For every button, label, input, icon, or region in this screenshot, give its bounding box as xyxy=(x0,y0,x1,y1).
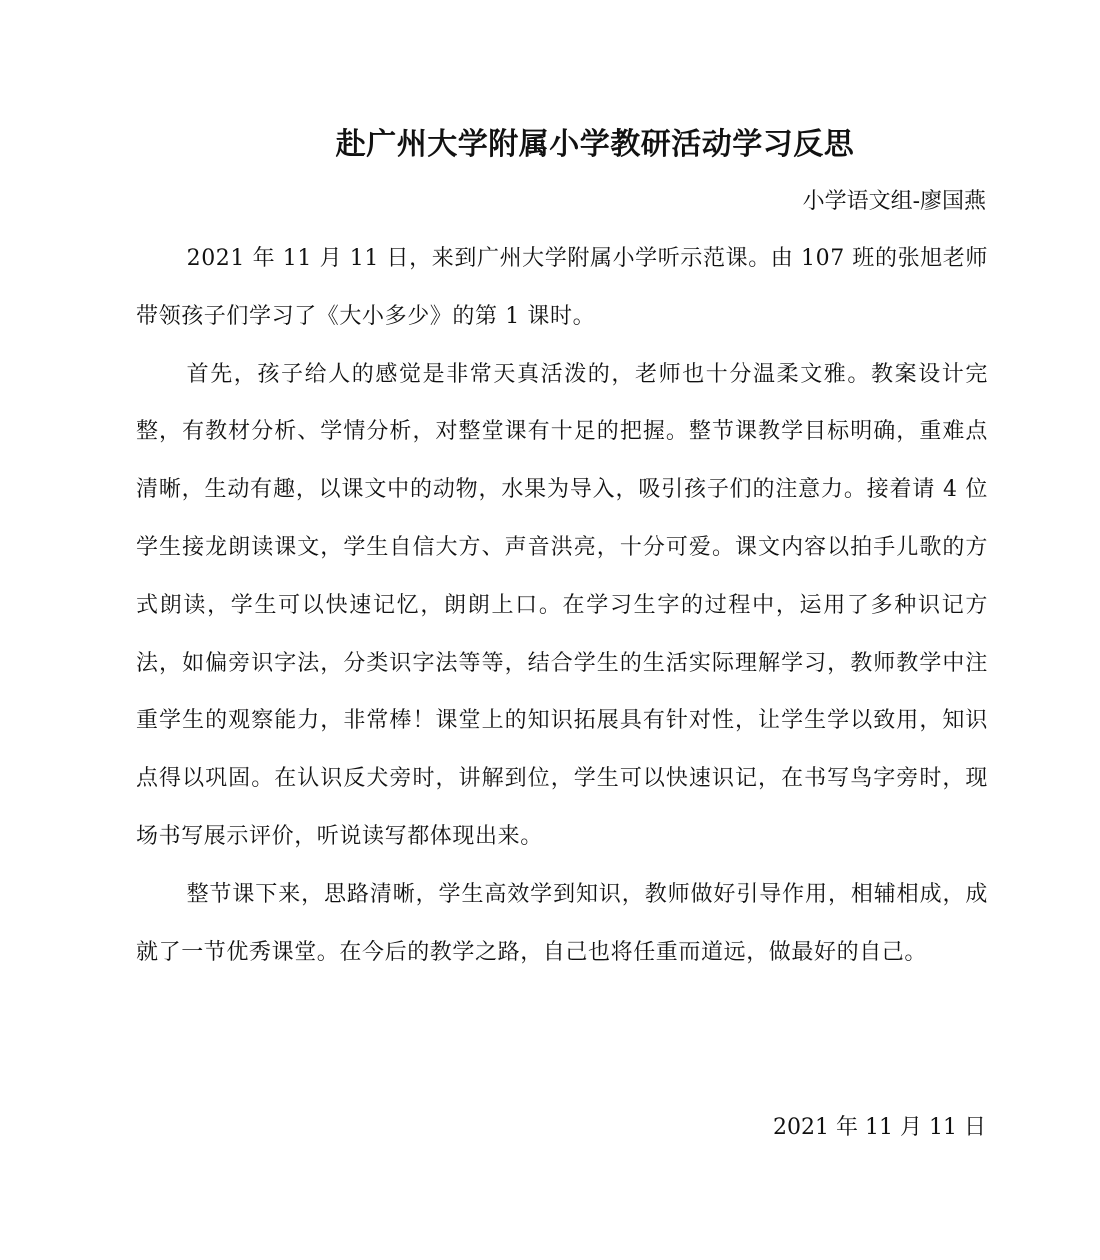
document-body xyxy=(136,230,988,981)
paragraph-conclusion: 整节课下来，思路清晰，学生高效学到知识，教师做好引导作用，相辅相成，成就了一节优秀课堂。在今后的教学之路，自己也将任重而道远，做最好的自己。 xyxy=(136,881,988,965)
paragraph-observations: 首先，孩子给人的感觉是非常天真活泼的，老师也十分温柔文雅。教案设计完整，有教材分析、学情分析，对整堂课有十足的把握。整节课教学目标明确，重难点清晰，生动有趣，以课文中的动物，水果为导入，吸引孩子们的注意力。接着请 4 位学生接龙朗读课文，学生自信大方、声音洪亮，十分可爱。课文内容以拍手儿歌的方式朗读，学生可以快速记忆，朗朗上口。在学习生字的过程中，运用了多种识记方法，如偏旁识字法，分类识字法等等，结合学生的生活实际理解学习，教师教学中注重学生的观察能力，非常棒！课堂上的知识拓展具有针对性，让学生学以致用，知识点得以巩固。在认识反犬旁时，讲解到位，学生可以快速识记，在书写鸟字旁时，现场书写展示评价，听说读写都体现出来。 xyxy=(136,361,988,849)
document-date: 2021 年 11 月 11 日 xyxy=(773,1115,986,1140)
document-title: 赴广州大学附属小学教研活动学习反思 xyxy=(335,127,855,162)
paragraph-intro: 2021 年 11 月 11 日，来到广州大学附属小学听示范课。由 107 班的张旭老师带领孩子们学习了《大小多少》的第 1 课时。 xyxy=(136,246,988,329)
author-line: 小学语文组-廖国燕 xyxy=(802,189,986,214)
